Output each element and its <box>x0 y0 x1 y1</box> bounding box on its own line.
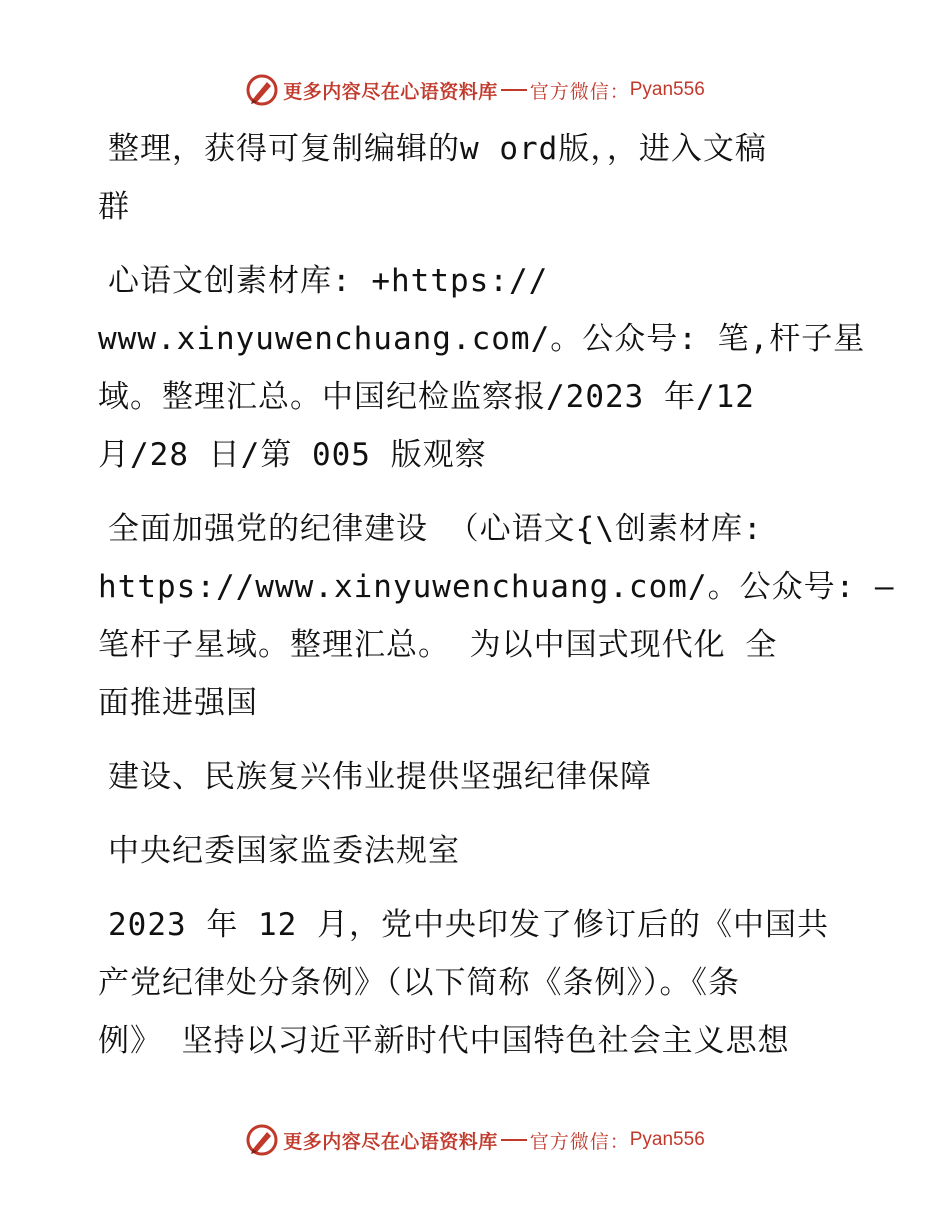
text-line: 产党纪律处分条例》（以下简称《条例》）。《条 <box>98 965 740 1001</box>
header-dash <box>501 89 527 91</box>
pen-logo-icon <box>245 73 279 107</box>
footer-banner <box>0 1120 950 1160</box>
paragraph <box>98 500 895 732</box>
text-line: 中央纪委国家监委法规室 <box>108 833 460 869</box>
text-line: 面推进强国 <box>98 685 258 721</box>
text-line: 群 <box>98 189 130 225</box>
text-line: 笔杆子星域。整理汇总。 为以中国式现代化 全 <box>98 627 778 663</box>
text-line: www.xinyuwenchuang.com/。公众号: 笔,杆子星 <box>98 321 866 357</box>
header-wechat-id: Pyan556 <box>629 79 705 100</box>
document-body <box>98 120 895 1070</box>
text-line: 建设、民族复兴伟业提供坚强纪律保障 <box>108 759 652 795</box>
paragraph <box>98 822 858 880</box>
footer-wechat-id: Pyan556 <box>629 1129 705 1150</box>
pen-logo-icon <box>245 1123 279 1157</box>
paragraph <box>98 252 866 484</box>
paragraph <box>98 748 858 806</box>
text-line: 全面加强党的纪律建设 （心语文{\创素材库: <box>108 511 763 547</box>
text-line: 月/28 日/第 005 版观察 <box>98 437 487 473</box>
text-line: 心语文创素材库: +https:// <box>108 263 549 299</box>
text-line: https://www.xinyuwenchuang.com/。公众号: — <box>98 569 895 605</box>
header-site-text: 更多内容尽在心语资料库 <box>283 80 498 103</box>
header-banner <box>0 70 950 110</box>
header-wechat-label: 官方微信： <box>529 80 630 103</box>
paragraph <box>98 120 858 236</box>
text-line: 例》 坚持以习近平新时代中国特色社会主义思想 <box>98 1023 790 1059</box>
footer-wechat-label: 官方微信： <box>529 1130 630 1153</box>
paragraph <box>98 896 858 1070</box>
text-line: 2023 年 12 月，党中央印发了修订后的《中国共 <box>108 907 829 943</box>
text-line: 整理，获得可复制编辑的w ord版，，进入文稿 <box>108 131 767 167</box>
text-line: 域。整理汇总。中国纪检监察报/2023 年/12 <box>98 379 755 415</box>
footer-site-text: 更多内容尽在心语资料库 <box>283 1130 498 1153</box>
footer-dash <box>501 1139 527 1141</box>
